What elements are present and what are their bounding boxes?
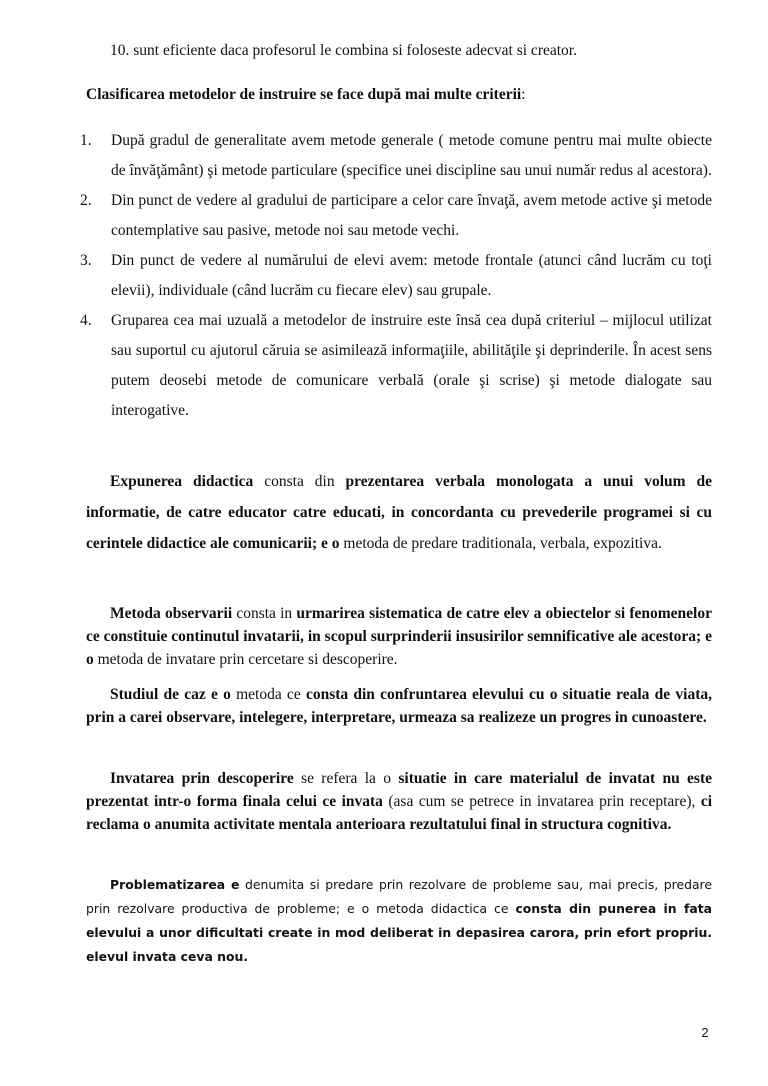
list-item [80,246,712,306]
paragraph-problematizare [86,873,712,969]
list-item [80,306,712,426]
bold-span: urmarirea sistematica de catre elev a obiectelor si fenomenelor ce constituie continutul invatarii, in scopul surprinderii insusirilor semnificative ale acestora; e o [86,605,712,668]
classification-heading [86,86,706,104]
text-span: (asa cum se petrece in invatarea prin receptare), [382,793,701,810]
paragraph-expunere [86,466,712,559]
list-item [80,186,712,246]
list-item-number: 3. [80,252,92,269]
bold-span: consta din punerea in fata elevului a unor dificultati create in mod deliberat in depasirea carora, prin efort propriu. elevul invata ceva nou. [86,901,713,964]
term-observare: Metoda observarii [110,605,233,622]
list-item-text: Din punct de vedere al gradului de participare a celor care învaţă, avem metode active şi metode contemplative sau pasive, metode noi sau metode vechi. [111,192,712,239]
text-span: metoda de predare traditionala, verbala, expozitiva. [339,535,662,552]
text-span: consta in [232,605,297,622]
list-item-text: După gradul de generalitate avem metode generale ( metode comune pentru mai multe obiecte de învăţământ) şi metode particulare (specifice unei discipline sau unui număr redus al acestora). [111,132,712,179]
list-item [80,126,712,186]
classification-heading-colon: : [521,86,526,103]
bold-span: consta din confruntarea elevului cu o situatie reala de viata, prin a carei observare, intelegere, interpretare, urmeaza sa realizeze un progres in cunoastere. [86,686,712,726]
list-item-number: 4. [80,312,92,329]
bold-span: prezentarea verbala monologata a unui volum de informatie, de catre educator catre educati, in concordanta cu prevederile programei si cu cerintele didactice ale comunicarii; e o [86,473,713,552]
text-span: denumita si predare prin rezolvare de probleme sau, mai precis, predare prin rezolvare productiva de probleme; e o metoda didactica ce [86,877,712,916]
term-problematizare: Problematizarea e [110,877,240,892]
list-item-text: Din punct de vedere al numărului de elevi avem: metode frontale (atunci când lucrăm cu toţi elevii), individuale (când lucrăm cu fiecare elev) sau grupale. [111,252,712,299]
paragraph-descoperire [86,767,712,836]
text-span: consta din [253,473,346,490]
list-item-text: Gruparea cea mai uzuală a metodelor de instruire este însă cea după criteriul – mijlocul utilizat sau suportul cu ajutorul căruia se asimilează informaţiile, abilităţile şi deprinderile. În acest sens putem deosebi metode de comunicare verbală (orale şi scrise) şi metode dialogate sau interogative. [111,312,712,419]
bold-span: situatie in care materialul de invatat nu este prezentat intr-o forma finala celui ce invata [86,770,712,810]
bold-span: ci reclama o anumita activitate mentala anterioara rezultatului final in structura cognitiva. [86,793,713,833]
page-number: 2 [701,1025,709,1040]
paragraph-observare [86,602,712,671]
list-item-number: 1. [80,132,92,149]
term-studiu-caz: Studiul de caz e o [110,686,231,703]
list-item-number: 2. [80,192,92,209]
text-span: se refera la o [293,770,399,787]
classification-heading-text: Clasificarea metodelor de instruire se face după mai multe criterii [86,86,522,103]
paragraph-studiu-caz [86,683,712,729]
criteria-list [80,126,712,426]
term-expunere: Expunerea didactica [110,473,254,490]
text-span: metoda ce [230,686,306,703]
intro-line: 10. sunt eficiente daca profesorul le combina si foloseste adecvat si creator. [110,42,577,59]
text-span: metoda de invatare prin cercetare si descoperire. [93,651,398,668]
term-descoperire: Invatarea prin descoperire [110,770,294,787]
